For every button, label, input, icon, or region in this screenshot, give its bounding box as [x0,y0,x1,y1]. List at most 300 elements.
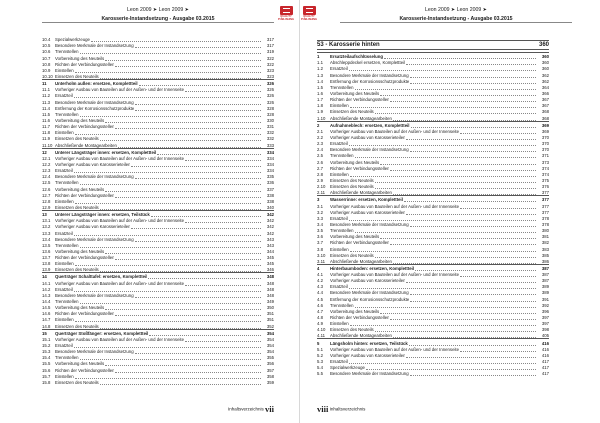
toc-leader-dots [75,261,261,267]
toc-entry[interactable] [317,370,549,376]
toc-entry-number: 15.5 [42,361,51,367]
toc-entry-label: Ersatzteil [330,284,348,290]
toc-entry[interactable] [42,292,274,298]
toc-leader-dots [74,230,261,236]
toc-entry[interactable] [317,295,549,301]
toc-entry-page: 317 [266,37,274,43]
toc-entry[interactable] [42,42,274,48]
toc-entry-number: 1.10 [317,115,326,121]
toc-entry-page: 386 [541,258,549,264]
toc-entry-page: 374 [541,165,549,171]
toc-entry-number: 3.3 [317,215,323,221]
toc-entry[interactable] [317,221,549,227]
toc-entry-page: 377 [541,203,549,209]
toc-entry[interactable] [42,204,274,210]
toc-entry-number: 5.2 [317,352,323,358]
toc-entry[interactable] [317,152,549,158]
toc-entry[interactable] [317,108,549,114]
toc-entry[interactable] [42,73,274,79]
toc-entry[interactable] [317,209,549,215]
toc-entry-label: Abschließende Montagearbeiten [330,190,392,196]
toc-entry-number: 1.9 [317,109,323,115]
toc-entry-number: 12.1 [42,155,51,161]
toc-leader-dots [355,227,537,233]
toc-entry-number: 4.6 [317,302,323,308]
toc-entry-number: 11 [42,81,47,87]
toc-entry[interactable] [42,198,274,204]
toc-entry-number: 13.4 [42,236,51,242]
toc-entry-page: 322 [266,61,274,67]
toc-entry[interactable] [42,260,274,266]
toc-entry-label: Ersatzteil [55,93,73,99]
toc-entry-label: Spezialwerkzeuge [330,365,365,371]
toc-entry-label: Ersatzteil [330,66,348,72]
toc-entry[interactable] [42,167,274,173]
toc-section-entry[interactable] [42,210,274,217]
toc-entry[interactable] [42,192,274,198]
toc-entry-page: 396 [541,308,549,314]
toc-entry-page: 338 [266,198,274,204]
toc-leader-dots [185,280,261,286]
toc-leader-dots [380,234,536,240]
toc-entry[interactable] [42,316,274,322]
toc-entry-label: Einsetzen des Neuteils [55,379,99,385]
toc-entry-number: 2.9 [317,177,323,183]
toc-leader-dots [380,90,536,96]
toc-entry-label: Besondere Merkmale der Instandsetzung [330,72,409,78]
toc-entry-page: 398 [541,327,549,333]
toc-leader-dots [390,314,536,320]
toc-leader-dots [75,130,261,136]
toc-entry-page: 360 [541,54,549,60]
toc-entry-label: Richten der Verbindungsstellen [55,255,115,261]
toc-entry[interactable] [317,302,549,308]
toc-entry-label: Richten der Verbindungsstellen [330,97,390,103]
toc-leader-dots [185,218,261,224]
toc-entry[interactable] [317,114,549,120]
toc-entry[interactable] [42,217,274,223]
page-number: vii [265,404,275,414]
toc-leader-dots [148,274,261,280]
toc-entry-number: 1.8 [317,103,323,109]
toc-leader-dots [460,128,536,134]
page-header [42,7,274,29]
toc-entry-page: 332 [266,136,274,142]
toc-list [317,40,549,376]
toc-leader-dots [355,302,537,308]
toc-entry-label: Unterer Längsträger innen: ersetzen, Komplettteil [55,149,157,155]
toc-entry-page: 392 [541,302,549,308]
toc-entry-label: Einstellen [55,130,74,136]
toc-leader-dots [410,371,536,377]
toc-entry[interactable] [317,358,549,364]
toc-entry-label: Trennstellen [330,302,354,308]
toc-entry-page: 351 [266,311,274,317]
toc-entry[interactable] [42,229,274,235]
toc-leader-dots [75,67,261,73]
toc-leader-dots [355,153,537,159]
toc-entry[interactable] [42,173,274,179]
toc-entry-number: 4.3 [317,284,323,290]
toc-entry-number: 5.3 [317,359,323,365]
toc-entry[interactable] [317,146,549,152]
toc-entry[interactable] [317,96,549,102]
toc-entry[interactable] [42,61,274,67]
toc-entry[interactable] [42,129,274,135]
toc-entry-number: 1.5 [317,84,323,90]
toc-entry[interactable] [317,227,549,233]
toc-entry[interactable] [42,105,274,111]
toc-entry[interactable] [42,310,274,316]
toc-entry[interactable] [42,254,274,260]
toc-leader-dots [185,155,261,161]
toc-section-entry[interactable] [42,329,274,336]
toc-entry-label: Trennstellen [55,180,79,186]
toc-entry[interactable] [42,336,274,342]
toc-entry[interactable] [42,248,274,254]
toc-entry-number: 11.9 [42,136,51,142]
logo-text: QUALITY PUBLISHING [301,15,317,21]
toc-entry[interactable] [317,314,549,320]
toc-entry[interactable] [317,364,549,370]
toc-entry-page: 349 [266,299,274,305]
toc-leader-dots [80,355,262,361]
toc-entry-page: 387 [541,265,549,271]
toc-entry-label: Einstellen [55,261,74,267]
toc-leader-dots [390,165,536,171]
toc-entry[interactable] [42,279,274,285]
toc-entry-page: 328 [266,111,274,117]
toc-entry-page: 340 [266,204,274,210]
toc-entry[interactable] [317,102,549,108]
toc-entry[interactable] [42,67,274,73]
toc-leader-dots [393,115,536,121]
toc-entry-number: 13.7 [42,255,51,261]
toc-entry-page: 342 [266,218,274,224]
toc-entry[interactable] [42,223,274,229]
toc-entry-page: 391 [541,296,549,302]
toc-leader-dots [406,352,536,358]
toc-entry[interactable] [42,342,274,348]
toc-leader-dots [80,49,262,55]
toc-entry[interactable] [317,326,549,332]
toc-entry[interactable] [317,233,549,239]
toc-entry[interactable] [317,158,549,164]
toc-entry[interactable] [42,48,274,54]
toc-entry[interactable] [42,185,274,191]
toc-entry-page: 378 [541,215,549,221]
chapter-heading[interactable] [317,40,549,50]
toc-entry-page: 367 [541,103,549,109]
toc-entry[interactable] [42,92,274,98]
toc-section-entry[interactable] [317,264,549,271]
toc-entry[interactable] [42,266,274,272]
toc-entry-label: Besondere Merkmale der Instandsetzung [55,349,134,355]
toc-entry-label: Einsetzen des Neuteils [55,204,99,210]
toc-entry-number: 14.5 [42,305,51,311]
toc-leader-dots [390,97,536,103]
toc-entry[interactable] [42,242,274,248]
toc-leader-dots [118,142,261,148]
toc-entry[interactable] [317,352,549,358]
toc-entry-page: 373 [541,159,549,165]
toc-entry-number: 2.10 [317,184,326,190]
toc-entry[interactable] [42,161,274,167]
toc-leader-dots [375,184,536,190]
toc-entry-page: 389 [541,284,549,290]
toc-entry[interactable] [317,258,549,264]
toc-entry[interactable] [42,348,274,354]
toc-entry[interactable] [317,308,549,314]
toc-entry-number: 13.2 [42,224,51,230]
toc-entry-label: Trennstellen [330,153,354,159]
toc-entry-number: 12.2 [42,161,51,167]
toc-leader-dots [350,103,536,109]
toc-entry-number: 10.8 [42,61,51,67]
toc-leader-dots [149,330,261,336]
page-header [340,7,572,29]
toc-entry-number: 14.4 [42,299,51,305]
toc-entry[interactable] [42,117,274,123]
toc-entry-number: 3.2 [317,209,323,215]
toc-section-entry[interactable] [317,121,549,128]
toc-entry-number: 3.8 [317,246,323,252]
toc-entry-number: 2.3 [317,141,323,147]
toc-entry-page: 368 [541,115,549,121]
toc-entry-page: 317 [266,43,274,49]
toc-entry[interactable] [42,141,274,147]
toc-leader-dots [135,43,261,49]
toc-entry-label: Spezialwerkzeuge [55,37,90,43]
toc-entry-page: 366 [541,90,549,96]
toc-entry-page: 332 [266,130,274,136]
toc-entry-label: Trennstellen [330,84,354,90]
toc-leader-dots [375,109,536,115]
toc-section-entry[interactable] [317,52,549,59]
toc-entry-label: Trennstellen [55,49,79,55]
toc-entry-number: 11.2 [42,93,51,99]
toc-entry[interactable] [42,54,274,60]
toc-entry[interactable] [317,202,549,208]
toc-entry-label: Ersatzteil [55,286,73,292]
toc-entry[interactable] [317,252,549,258]
toc-entry[interactable] [42,98,274,104]
toc-leader-dots [80,298,262,304]
toc-leader-dots [349,284,536,290]
toc-entry-number: 15.7 [42,373,51,379]
toc-entry-label: Einstellen [330,246,349,252]
logo-icon [280,6,293,15]
toc-entry[interactable] [317,245,549,251]
toc-entry-number: 1.4 [317,78,323,84]
toc-entry-page: 326 [266,87,274,93]
toc-entry-page: 323 [266,73,274,79]
toc-leader-dots [157,149,261,155]
toc-entry-page: 331 [266,124,274,130]
toc-entry-number: 13.5 [42,242,51,248]
toc-entry[interactable] [317,189,549,195]
toc-entry-number: 2.1 [317,128,323,134]
toc-entry-number: 3.6 [317,234,323,240]
toc-entry-page: 405 [541,333,549,339]
toc-entry-page: 348 [266,286,274,292]
toc-entry[interactable] [42,135,274,141]
toc-entry[interactable] [317,128,549,134]
toc-entry[interactable] [317,332,549,338]
toc-leader-dots [115,311,261,317]
toc-section-entry[interactable] [42,272,274,279]
toc-section-entry[interactable] [317,195,549,202]
toc-leader-dots [135,236,261,242]
toc-entry[interactable] [317,65,549,71]
toc-entry-page: 337 [266,186,274,192]
toc-entry-page: 345 [266,261,274,267]
toc-entry[interactable] [42,379,274,385]
toc-entry-number: 1 [317,54,320,60]
toc-entry[interactable] [42,354,274,360]
toc-entry[interactable] [42,236,274,242]
toc-entry-page: 416 [541,352,549,358]
toc-entry-label: Ersatzteilaufschlüsselung [330,54,384,60]
toc-entry[interactable] [317,78,549,84]
toc-entry[interactable] [317,215,549,221]
toc-leader-dots [460,203,536,209]
toc-entry-number: 13.8 [42,261,51,267]
toc-section-entry[interactable] [317,338,549,345]
toc-entry-page: 387 [541,272,549,278]
toc-entry-label: Entfernung der Korrosionsschutzprodukte [55,105,135,111]
toc-entry[interactable] [317,289,549,295]
toc-entry[interactable] [317,140,549,146]
toc-entry-page: 370 [541,134,549,140]
toc-section-entry[interactable] [42,148,274,155]
toc-leader-dots [100,204,261,210]
toc-entry-number: 1.2 [317,66,323,72]
toc-entry[interactable] [317,90,549,96]
toc-entry[interactable] [42,286,274,292]
toc-entry-number: 2 [317,122,320,128]
toc-entry-label: Vorheriger Ausbau von Bauteilen auf der Außen- und der Innenseite [330,128,459,134]
toc-entry-label: Vorbereitung des Neuteils [330,234,380,240]
toc-entry-label: Ersatzteil [330,215,348,221]
toc-entry[interactable] [317,71,549,77]
toc-entry[interactable] [317,171,549,177]
toc-entry[interactable] [317,165,549,171]
toc-entry-number: 2.8 [317,171,323,177]
toc-entry-number: 4.2 [317,278,323,284]
toc-entry-number: 3 [317,197,320,203]
toc-entry[interactable] [317,239,549,245]
toc-entry-number: 1.1 [317,60,323,66]
toc-entry-number: 11.1 [42,87,51,93]
toc-entry-number: 14.2 [42,286,51,292]
toc-entry[interactable] [42,123,274,129]
toc-entry[interactable] [42,360,274,366]
toc-entry[interactable] [317,183,549,189]
toc-entry-page: 334 [266,155,274,161]
toc-entry-number: 3.4 [317,221,323,227]
toc-entry[interactable] [317,283,549,289]
toc-entry-page: 380 [541,228,549,234]
toc-entry-label: Ersatzteil [55,168,73,174]
toc-entry-label: Trennstellen [330,228,354,234]
toc-entry-label: Einsetzen des Neuteils [330,109,374,115]
toc-section-entry[interactable] [42,79,274,86]
toc-entry-number: 11.5 [42,111,51,117]
toc-entry-page: 345 [266,255,274,261]
toc-entry-number: 13.1 [42,218,51,224]
toc-entry-page: 344 [266,248,274,254]
toc-entry[interactable] [317,271,549,277]
toc-leader-dots [349,358,536,364]
toc-leader-dots [384,54,536,60]
toc-leader-dots [135,349,261,355]
toc-entry-number: 13.6 [42,248,51,254]
toc-entry-number: 10.7 [42,55,51,61]
toc-entry-number: 2.6 [317,159,323,165]
toc-entry-label: Einsetzen des Neuteils [55,136,99,142]
toc-entry-page: 377 [541,190,549,196]
toc-leader-dots [410,221,536,227]
toc-entry-label: Einsetzen des Neuteils [55,267,99,273]
toc-entry-number: 10.5 [42,43,51,49]
toc-leader-dots [460,346,536,352]
toc-entry[interactable] [317,277,549,283]
toc-entry-number: 15 [42,330,47,336]
toc-leader-dots [74,168,261,174]
toc-entry-number: 15.8 [42,379,51,385]
toc-entry-number: 2.7 [317,165,323,171]
toc-entry-label: Einsetzen des Neuteils [55,73,99,79]
toc-entry-page: 377 [541,197,549,203]
toc-entry-page: 362 [541,72,549,78]
toc-entry[interactable] [42,111,274,117]
toc-entry-label: Entfernung der Korrosionsschutzprodukte [330,296,410,302]
toc-entry[interactable] [317,84,549,90]
toc-entry[interactable] [42,179,274,185]
toc-entry-page: 334 [266,168,274,174]
toc-entry-page: 371 [541,153,549,159]
toc-entry-label: Einstellen [55,198,74,204]
toc-leader-dots [350,246,536,252]
toc-entry[interactable] [42,298,274,304]
toc-entry[interactable] [42,373,274,379]
toc-entry[interactable] [317,59,549,65]
toc-leader-dots [105,117,261,123]
toc-entry-number: 2.4 [317,147,323,153]
toc-entry-page: 354 [266,343,274,349]
toc-leader-dots [380,159,536,165]
toc-entry[interactable] [42,36,274,42]
toc-entry[interactable] [42,366,274,372]
toc-entry-page: 354 [266,336,274,342]
toc-entry-page: 381 [541,234,549,240]
toc-entry[interactable] [317,134,549,140]
toc-entry-number: 14.1 [42,280,51,286]
toc-entry-number: 12.3 [42,168,51,174]
toc-leader-dots [135,105,261,111]
toc-entry[interactable] [317,320,549,326]
toc-entry-number: 4.5 [317,296,323,302]
toc-entry-label: Vorbereitung des Neuteils [330,308,380,314]
toc-entry[interactable] [317,346,549,352]
toc-entry-number: 11.4 [42,105,51,111]
toc-entry[interactable] [42,86,274,92]
toc-entry[interactable] [42,322,274,328]
toc-entry[interactable] [317,177,549,183]
toc-entry[interactable] [42,155,274,161]
toc-entry[interactable] [42,304,274,310]
